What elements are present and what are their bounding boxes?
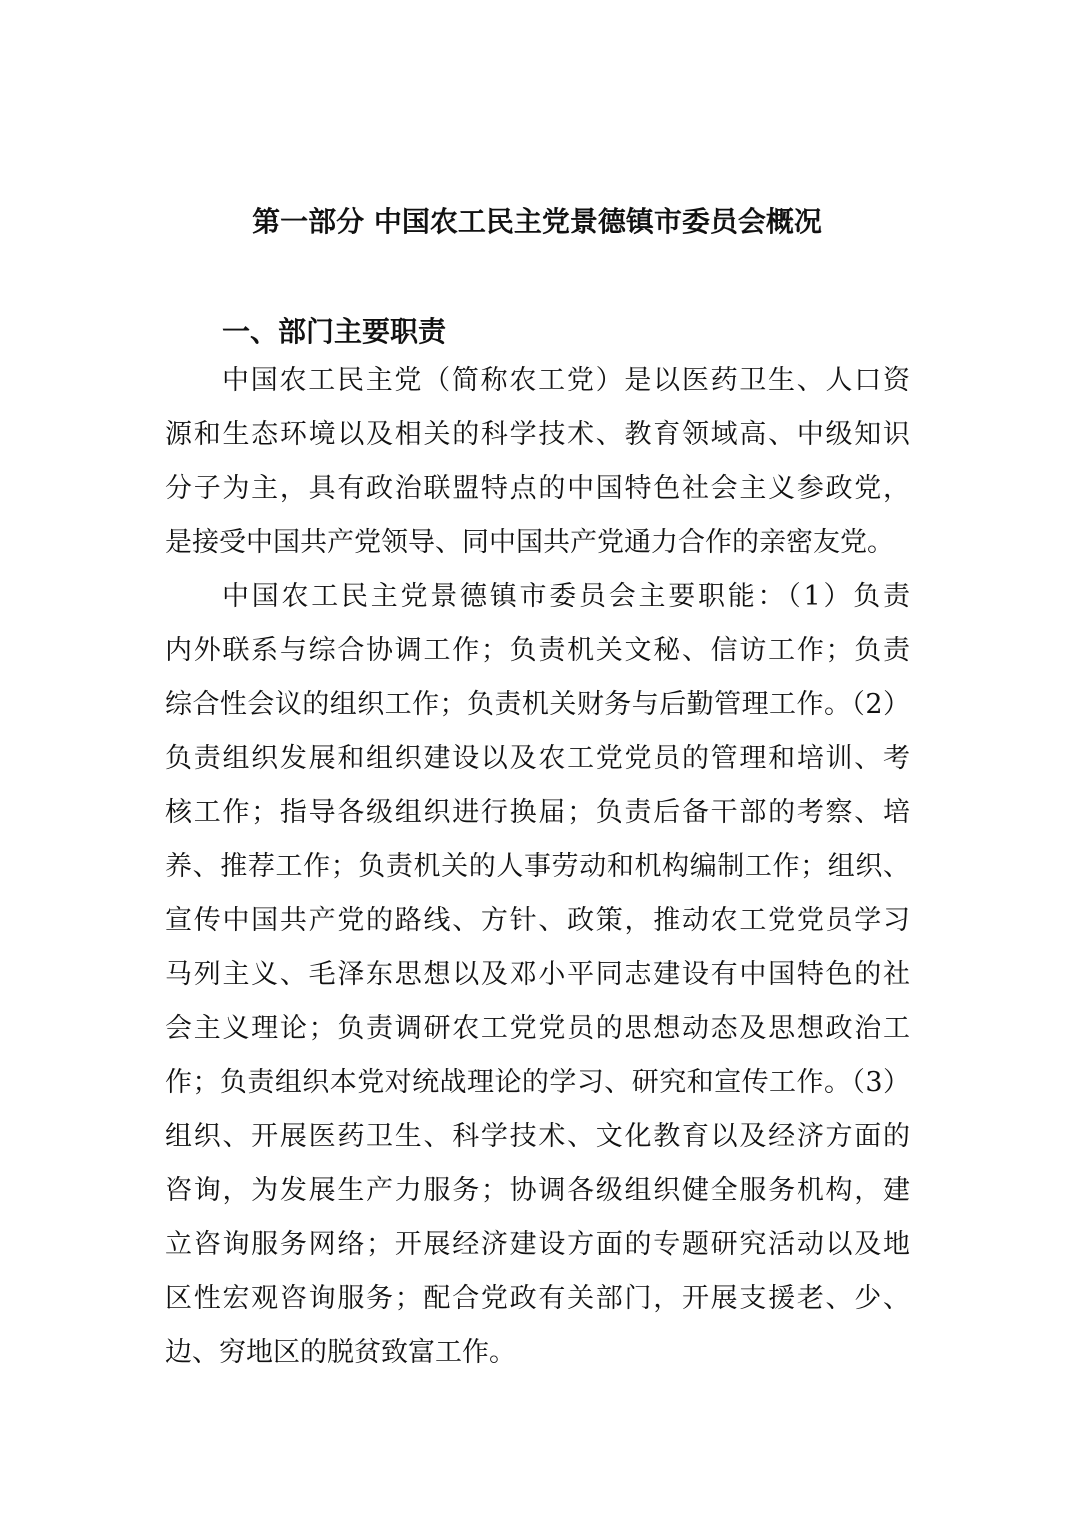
text-line: 马列主义、毛泽东思想以及邓小平同志建设有中国特色的社 bbox=[165, 959, 910, 990]
page-title: 第一部分 中国农工民主党景德镇市委员会概况 bbox=[252, 205, 822, 238]
text-line: 咨询，为发展生产力服务；协调各级组织健全服务机构，建 bbox=[165, 1175, 910, 1206]
text-line: 综合性会议的组织工作；负责机关财务与后勤管理工作。（2） bbox=[165, 689, 910, 720]
text-line: 宣传中国共产党的路线、方针、政策，推动农工党党员学习 bbox=[165, 905, 910, 936]
text-line: 养、推荐工作；负责机关的人事劳动和机构编制工作；组织、 bbox=[165, 851, 910, 882]
text-line: 会主义理论；负责调研农工党党员的思想动态及思想政治工 bbox=[165, 1013, 910, 1044]
section-heading: 一、部门主要职责 bbox=[222, 315, 447, 348]
text-line: 立咨询服务网络；开展经济建设方面的专题研究活动以及地 bbox=[165, 1229, 910, 1260]
text-line: 中国农工民主党景德镇市委员会主要职能：（1）负责 bbox=[222, 581, 910, 612]
text-line: 内外联系与综合协调工作；负责机关文秘、信访工作；负责 bbox=[165, 635, 910, 666]
text-line: 边、穷地区的脱贫致富工作。 bbox=[165, 1337, 516, 1368]
body-text bbox=[165, 362, 910, 1388]
text-line: 源和生态环境以及相关的科学技术、教育领域高、中级知识 bbox=[165, 419, 910, 450]
text-line: 核工作；指导各级组织进行换届；负责后备干部的考察、培 bbox=[165, 797, 910, 828]
text-line: 是接受中国共产党领导、同中国共产党通力合作的亲密友党。 bbox=[165, 527, 894, 558]
text-line: 负责组织发展和组织建设以及农工党党员的管理和培训、考 bbox=[165, 743, 910, 774]
text-line: 作；负责组织本党对统战理论的学习、研究和宣传工作。（3） bbox=[165, 1067, 910, 1098]
text-line: 分子为主，具有政治联盟特点的中国特色社会主义参政党， bbox=[165, 473, 910, 504]
text-line: 组织、开展医药卫生、科学技术、文化教育以及经济方面的 bbox=[165, 1121, 910, 1152]
text-line: 中国农工民主党（简称农工党）是以医药卫生、人口资 bbox=[222, 365, 910, 396]
text-line: 区性宏观咨询服务；配合党政有关部门，开展支援老、少、 bbox=[165, 1283, 910, 1314]
